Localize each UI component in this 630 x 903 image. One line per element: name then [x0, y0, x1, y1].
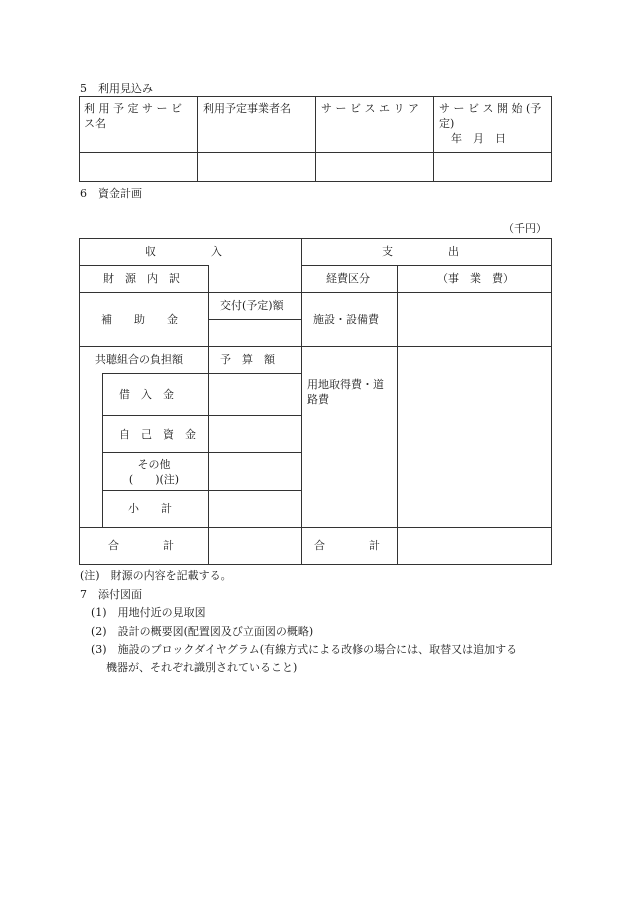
attachment-item: (1) 用地付近の見取図: [91, 606, 206, 619]
budget-amount-label: 予 算 額: [220, 353, 275, 366]
loan-label: 借 入 金: [119, 388, 174, 401]
expense-category-label: 経費区分: [326, 272, 370, 285]
attachment-item-continuation: 機器が、それぞれ識別されていること): [106, 661, 298, 674]
header-service-area: サ ー ビ ス エ リ ア: [321, 102, 419, 115]
attachment-item: (3) 施設のブロックダイヤグラム(有線方式による改修の場合には、取替又は追加する: [91, 643, 518, 656]
unit-label: （千円）: [503, 222, 547, 235]
total-left-label: 合 計: [108, 539, 174, 552]
expense-header: 支 出: [382, 245, 459, 258]
header-service-start: サ ー ビ ス 開 始 (予 定) 年 月 日: [439, 102, 542, 145]
section5-heading: 5 利用見込み: [80, 82, 153, 95]
subsidy-label: 補 助 金: [101, 313, 178, 326]
facility-cost-label: 施設・設備費: [313, 313, 379, 326]
union-burden-label: 共聴組合の負担額: [95, 353, 183, 366]
total-right-label: 合 計: [314, 539, 380, 552]
land-road-cost-label: 用地取得費・道 路費: [307, 378, 384, 407]
income-header: 収 入: [145, 245, 222, 258]
header-service-name: 利 用 予 定 サ ー ビ ス名: [84, 102, 182, 130]
attachment-item: (2) 設計の概要図(配置図及び立面図の概略): [91, 625, 314, 638]
own-funds-label: 自 己 資 金: [119, 428, 196, 441]
note: (注) 財源の内容を記載する。: [80, 569, 232, 582]
business-cost-label: （事 業 費）: [437, 272, 514, 285]
subtotal-label: 小 計: [128, 502, 172, 515]
grant-amount-label: 交付(予定)額: [220, 299, 284, 312]
funding-breakdown-label: 財 源 内 訳: [103, 272, 180, 285]
header-operator: 利用予定事業者名: [203, 102, 291, 115]
other-label: その他 ( )(注): [128, 458, 180, 486]
section7-heading: 7 添付図面: [80, 588, 142, 601]
section6-heading: 6 資金計画: [80, 187, 142, 200]
